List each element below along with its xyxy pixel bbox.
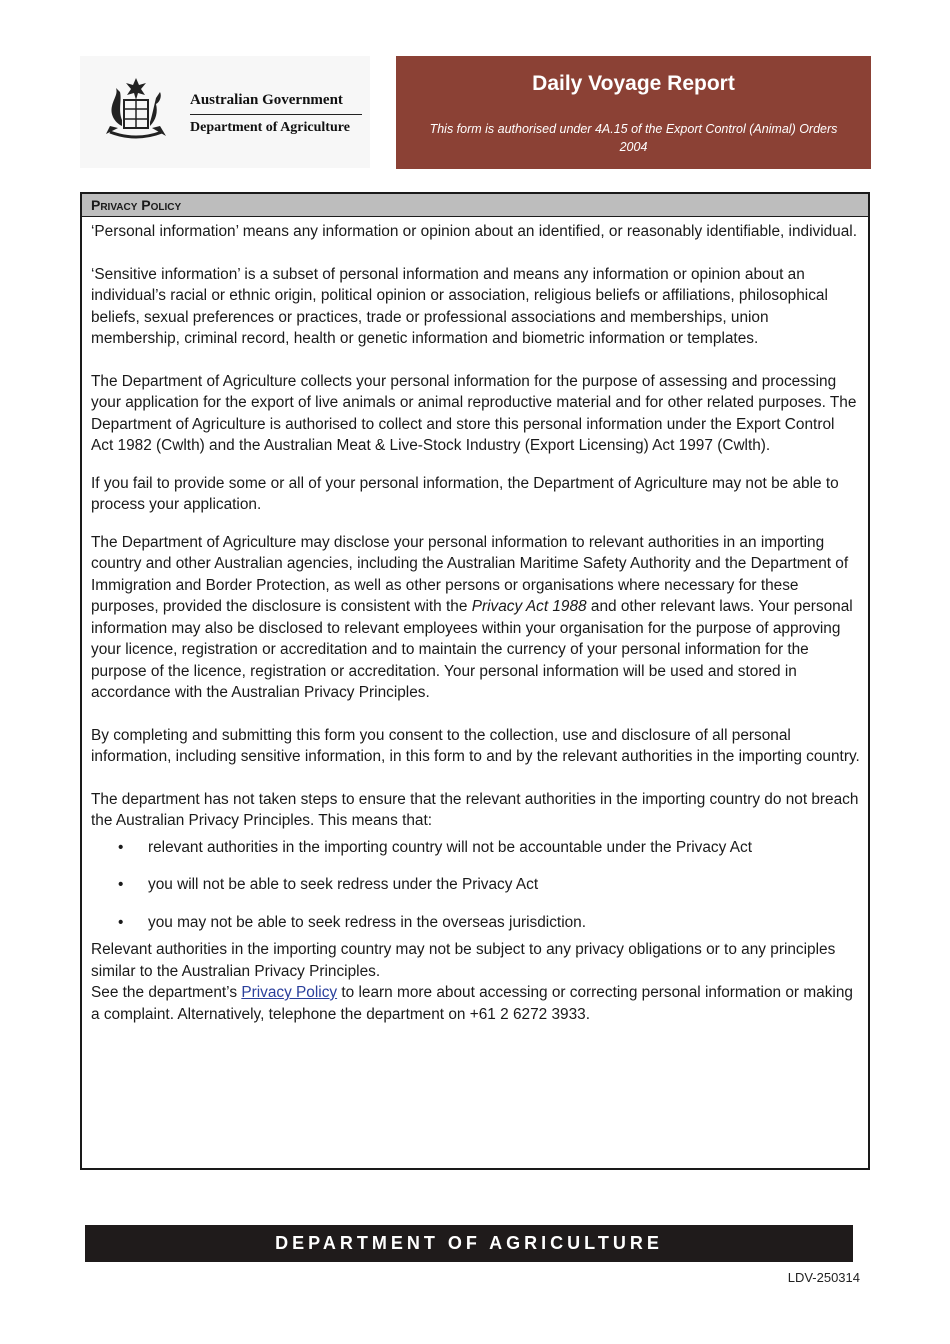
privacy-policy-section xyxy=(80,192,870,1170)
policy-text: and other relevant laws. Your personal information may also be disclosed to relevant employees within your organisation for the purpose of approving your licence, registration or accreditation and to maintain the currency of your personal information for the purpose of the licence, registration or accreditation. Your personal information will be used and stored in accordance with the Australian Privacy Principles. xyxy=(91,598,853,701)
form-code: LDV-250314 xyxy=(787,1270,860,1285)
list-item: • you will not be able to seek redress under the Privacy Act xyxy=(91,874,860,896)
form-title: Daily Voyage Report xyxy=(532,72,735,95)
title-banner xyxy=(396,56,871,169)
list-item: • relevant authorities in the importing country will not be accountable under the Privacy Act xyxy=(91,837,860,859)
policy-paragraph: ‘Personal information’ means any information or opinion about an identified, or reasonably identifiable, individual. xyxy=(91,223,857,240)
policy-paragraph: By completing and submitting this form you consent to the collection, use and disclosure of all personal information, including sensitive information, in this form to and by the relevant authorities in the importing country. xyxy=(91,726,860,765)
footer-banner: DEPARTMENT OF AGRICULTURE xyxy=(85,1225,853,1262)
policy-text: to learn more about accessing or correcting personal information or making a complaint. Alternatively, telephone the department on +61 2 6272 3933. xyxy=(91,984,853,1023)
policy-paragraph: ‘Sensitive information’ is a subset of personal information and means any information or opinion about an individual’s racial or ethnic origin, political opinion or association, religious beliefs or affiliations, philosophical beliefs, sexual preferences or practices, trade or professional associations and memberships, union membership, criminal record, health or genetic information and biometric information or templates. xyxy=(91,265,828,347)
privacy-policy-link[interactable]: Privacy Policy xyxy=(241,984,338,1001)
policy-paragraph: Relevant authorities in the importing country may not be subject to any privacy obligations or to any principles similar to the Australian Privacy Principles. xyxy=(91,941,836,980)
policy-text: The Department of Agriculture may disclose your personal information to relevant authorities in an importing country and other Australian agencies, including the Australian Maritime Safety Authority and the Department of Immigration and Border Protection, as well as other persons or organisations where necessary for these purposes, provided the disclosure is consistent with the xyxy=(91,533,849,615)
privacy-policy-heading: Privacy Policy xyxy=(82,194,868,217)
policy-paragraph xyxy=(91,982,860,1025)
form-authority-note: This form is authorised under 4A.15 of the Export Control (Animal) Orders 2004 xyxy=(429,122,838,154)
privacy-policy-body xyxy=(82,217,868,1025)
policy-paragraph: If you fail to provide some or all of your personal information, the Department of Agriculture may not be able to process your application. xyxy=(91,474,839,513)
policy-text: See the department’s xyxy=(91,984,242,1001)
list-item: • you may not be able to seek redress in the overseas jurisdiction. xyxy=(91,912,860,934)
logo-divider xyxy=(190,114,362,115)
consequence-list xyxy=(91,837,860,934)
agency-logo xyxy=(80,56,370,168)
coat-of-arms-icon xyxy=(96,76,176,146)
policy-paragraph xyxy=(91,532,860,704)
department-name: Department of Agriculture xyxy=(190,120,350,135)
privacy-act-title: Privacy Act 1988 xyxy=(471,598,587,615)
policy-paragraph: The department has not taken steps to ensure that the relevant authorities in the importing country do not breach the Australian Privacy Principles. This means that: xyxy=(91,790,859,829)
government-name: Australian Government xyxy=(190,92,343,108)
policy-paragraph: The Department of Agriculture collects your personal information for the purpose of assessing and processing your application for the export of live animals or animal reproductive material and for other related purposes. The Department of Agriculture is authorised to collect and store this personal information under the Export Control Act 1982 (Cwlth) and the Australian Meat & Live-Stock Industry (Export Licensing) Act 1997 (Cwlth). xyxy=(91,372,857,454)
